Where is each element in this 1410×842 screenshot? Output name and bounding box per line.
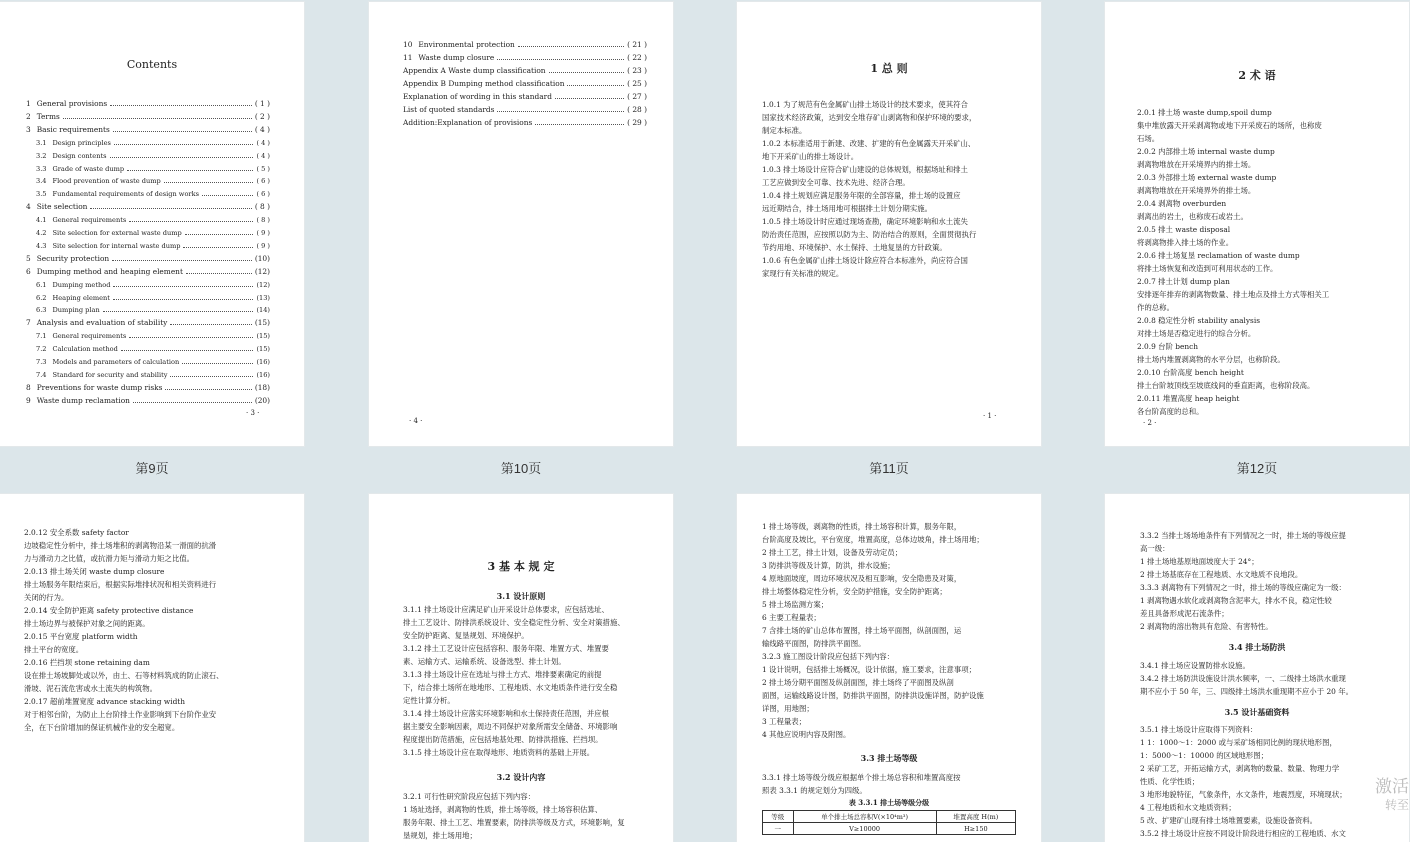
- toc-entry-number: 8: [26, 382, 31, 392]
- toc-entry-number: 9: [26, 395, 31, 405]
- text-line: 2.0.17 超前堆置宽度 advance stacking width: [24, 697, 186, 706]
- subsection-heading: 3.5 设计基础资料: [1224, 707, 1290, 717]
- toc-leader-dots: [185, 228, 254, 235]
- toc-entry[interactable]: [36, 357, 270, 367]
- toc-entry[interactable]: [36, 228, 270, 238]
- page-heading: 2 术 语: [1238, 69, 1276, 82]
- toc-entry-page: (12): [254, 266, 270, 276]
- toc-entry-page: ( 22 ): [627, 53, 647, 62]
- page-number: · 2 ·: [1143, 419, 1157, 427]
- text-line: 排土场边界与被保护对象之间的距离。: [24, 619, 150, 628]
- text-line: 家现行有关标准的规定。: [762, 269, 844, 278]
- toc-leader-dots: [535, 118, 624, 125]
- toc-entry-title: Site selection: [36, 202, 88, 212]
- toc-entry-page: (12): [256, 280, 270, 289]
- toc-entry-page: ( 6 ): [256, 190, 270, 199]
- toc-entry-title: Explanation of wording in this standard: [403, 92, 552, 101]
- table-header-row: [763, 811, 1016, 823]
- text-line: 制定本标准。: [762, 126, 807, 135]
- toc-entry-title: Design principles: [52, 138, 111, 147]
- text-line: 2 剥离物的溶出物具有危险、有害特性。: [1140, 622, 1273, 631]
- grade-table: [762, 810, 1016, 835]
- text-line: 滑坡、泥石流危害或水土流失的构筑物。: [24, 684, 158, 693]
- toc-entry[interactable]: [26, 99, 270, 109]
- toc-entry-number: 4.1: [36, 216, 47, 225]
- toc-entry-title: Security protection: [36, 253, 110, 263]
- text-line: 3.1.1 排土场设计应满足矿山开采设计总体要求，应包括选址、: [403, 605, 609, 614]
- page-label-10[interactable]: 第10页: [500, 461, 542, 476]
- page-heading: 1 总 则: [870, 62, 908, 75]
- toc-leader-dots: [518, 40, 624, 47]
- text-line: 工艺应做到安全可靠、技术先进、经济合理。: [762, 178, 910, 187]
- text-line: 高一级：: [1140, 544, 1170, 553]
- toc-entry-title: Dumping plan: [52, 306, 100, 315]
- text-line: 3.5.1 排土场设计应取得下列资料：: [1140, 725, 1258, 734]
- toc-entry-page: ( 8 ): [254, 202, 270, 212]
- toc-entry-title: Preventions for waste dump risks: [36, 382, 163, 392]
- toc-entry-page: ( 2 ): [254, 111, 270, 121]
- subsection-heading: 3.1 设计原则: [496, 591, 546, 601]
- page-thumbnail-15[interactable]: [737, 494, 1041, 842]
- text-line: 2.0.14 安全防护距离 safety protective distance: [24, 606, 194, 615]
- page-number: · 4 ·: [409, 417, 423, 425]
- toc-entry[interactable]: [403, 105, 647, 115]
- page-number: · 1 ·: [983, 412, 997, 420]
- text-line: 1 场址选择，剥离物的性质，排土场等级，排土场容积估算、: [403, 805, 603, 814]
- text-line: 将排土场恢复和改造到可利用状态的工作。: [1137, 264, 1278, 273]
- toc-entry-number: 6.3: [36, 306, 47, 315]
- toc-entry[interactable]: [26, 318, 270, 328]
- text-line: 2 采矿工艺，开拓运输方式，剥离物的数量、数量、物理力学: [1140, 764, 1340, 773]
- toc-entry-number: 6.1: [36, 280, 47, 289]
- text-line: 素、运输方式、运输系统、设备选型、排土计划。: [403, 657, 566, 666]
- text-line: 3.1.4 排土场设计应落实环境影响和水土保持责任范围，并应根: [403, 709, 609, 718]
- toc-entry-page: (20): [254, 395, 270, 405]
- toc-leader-dots: [164, 176, 254, 183]
- toc-leader-dots: [129, 215, 253, 222]
- toc-entry-number: 10: [403, 40, 413, 49]
- toc-entry-title: Analysis and evaluation of stability: [36, 318, 168, 328]
- text-line: 照表 3.3.1 的规定划分为四级。: [762, 786, 867, 795]
- activation-watermark-sub: 转至: [1384, 798, 1409, 812]
- toc-leader-dots: [121, 344, 254, 351]
- text-line: 2.0.10 台阶高度 bench height: [1137, 368, 1244, 377]
- text-line: 3.1.3 排土场设计应在选址与排土方式、堆排要素确定的前提: [403, 670, 602, 679]
- toc-entry-page: ( 4 ): [256, 151, 270, 160]
- text-line: 性质、化学性质；: [1140, 777, 1200, 786]
- toc-entry[interactable]: [36, 164, 270, 174]
- text-line: 安全防护距离、复垦规划、环境保护。: [403, 631, 529, 640]
- toc-entry[interactable]: [26, 125, 270, 135]
- toc-entry-title: Environmental protection: [418, 40, 515, 49]
- toc-entry-number: 3.3: [36, 164, 47, 173]
- toc-entry-title: Dumping method and heaping element: [36, 266, 183, 276]
- text-line: 据主要安全影响因素，周边不同保护对象所需安全储备、环境影响: [403, 722, 618, 731]
- page-label-12[interactable]: 第12页: [1236, 461, 1278, 476]
- text-line: 设在排土场坡脚处或以外，由土、石等材料筑成的防止滚石、: [24, 671, 224, 680]
- toc-entry[interactable]: [403, 53, 647, 63]
- activation-watermark: 激活: [1375, 777, 1409, 797]
- text-line: 2.0.4 剥离物 overburden: [1137, 199, 1227, 208]
- text-line: 1 排土场地基原地面坡度大于 24°；: [1140, 557, 1259, 566]
- table-cell: V≥10000: [793, 823, 936, 835]
- text-line: 2.0.6 排土场复垦 reclamation of waste dump: [1137, 251, 1300, 260]
- toc-entry[interactable]: [403, 79, 647, 89]
- text-line: 定性计算分析。: [403, 696, 455, 705]
- toc-entry-page: ( 5 ): [256, 164, 270, 173]
- toc-entry-page: (16): [256, 370, 270, 379]
- toc-entry-number: 1: [26, 99, 31, 108]
- toc-entry[interactable]: [26, 254, 270, 264]
- toc-entry-number: 2: [26, 111, 31, 121]
- toc-leader-dots: [113, 293, 254, 300]
- toc-entry-number: 4.3: [36, 241, 47, 250]
- page-number: · 3 ·: [246, 409, 260, 417]
- toc-leader-dots: [202, 189, 253, 196]
- text-line: 1.0.5 排土场设计时应通过现场查勘，确定环境影响和水土流失: [762, 217, 968, 226]
- text-line: 1.0.2 本标准适用于新建、改建、扩建的有色金属露天开采矿山、: [762, 139, 976, 148]
- text-line: 剥离物堆放在开采境界内的排土场。: [1137, 160, 1256, 169]
- toc-entry[interactable]: [36, 189, 270, 199]
- text-line: 排土工艺设计、防排洪系统设计、安全稳定性分析、安全对策措施、: [403, 618, 625, 627]
- toc-entry[interactable]: [36, 331, 270, 341]
- text-line: 垦规划，排土场用地；: [403, 831, 477, 840]
- toc-entry-page: ( 4 ): [256, 138, 270, 147]
- text-line: 2.0.3 外部排土场 external waste dump: [1137, 173, 1277, 182]
- toc-leader-dots: [90, 202, 251, 209]
- table-header-cell: 堆置高度 H(m): [936, 811, 1015, 823]
- toc-entry-number: 7.1: [36, 332, 47, 341]
- toc-entry-number: 7.2: [36, 345, 47, 354]
- toc-entry[interactable]: [26, 202, 270, 212]
- toc-entry-title: Design contents: [52, 151, 107, 160]
- toc-entry-title: Site selection for internal waste dump: [52, 241, 181, 250]
- toc-entry-page: ( 8 ): [256, 216, 270, 225]
- text-line: 地下开采矿山的排土场设计。: [762, 152, 859, 161]
- page-thumbnail-11[interactable]: [737, 2, 1041, 446]
- text-line: 排土场内堆置剥离物的水平分层，也称阶段。: [1137, 355, 1285, 364]
- toc-entry-number: 11: [403, 53, 413, 62]
- toc-leader-dots: [170, 318, 251, 325]
- text-line: 1 1：1000～1：2000 或与采矿场相同比例的现状地形图，: [1140, 738, 1337, 747]
- toc-entry[interactable]: [403, 92, 647, 102]
- toc-entry[interactable]: [36, 176, 270, 186]
- text-line: 3 工程量表；: [762, 717, 807, 726]
- toc-leader-dots: [133, 396, 252, 403]
- toc-entry[interactable]: [36, 305, 270, 315]
- toc-entry-title: Waste dump reclamation: [36, 395, 130, 405]
- toc-entry[interactable]: [36, 344, 270, 354]
- text-line: 1：5000～1：10000 的区域地形图；: [1140, 751, 1268, 760]
- text-line: 2.0.1 排土场 waste dump,spoil dump: [1137, 108, 1272, 117]
- text-line: 3.5.2 排土场设计应按不同设计阶段进行相应的工程地质、水文: [1140, 829, 1346, 838]
- toc-leader-dots: [110, 99, 252, 106]
- toc-entry-title: General requirements: [52, 332, 127, 341]
- toc-entry-title: Waste dump closure: [418, 53, 495, 62]
- toc-leader-dots: [113, 280, 253, 287]
- toc-leader-dots: [183, 241, 253, 248]
- text-line: 3.1.5 排土场设计应在取得地形、地质资料的基础上开展。: [403, 748, 595, 757]
- text-line: 将剥离物排入排土场的作业。: [1137, 238, 1234, 247]
- toc-entry[interactable]: [403, 118, 647, 128]
- toc-entry-page: (13): [256, 293, 270, 302]
- text-line: 3.4.1 排土场应设置防排水设施。: [1140, 661, 1250, 670]
- toc-leader-dots: [63, 112, 252, 119]
- text-line: 2.0.5 排土 waste disposal: [1137, 225, 1231, 234]
- text-line: 国家技术经济政策，达到安全堆存矿山剥离物和保护环境的要求，: [762, 113, 977, 122]
- text-line: 下，结合排土场所在地地形、工程地质、水文地质条件进行安全稳: [403, 683, 618, 692]
- toc-entry-page: ( 1 ): [254, 99, 270, 108]
- toc-entry-title: Addition:Explanation of provisions: [403, 118, 533, 127]
- text-line: 对于相邻台阶，为防止上台阶排土作业影响到下台阶作业安: [24, 710, 217, 719]
- toc-entry-page: ( 29 ): [627, 118, 647, 127]
- text-line: 1 剥离物遇水软化或剥离物含泥率大，排水不良，稳定性较: [1140, 596, 1332, 605]
- toc-entry-title: Heaping element: [52, 293, 110, 302]
- toc-entry-title: Grade of waste dump: [52, 164, 125, 173]
- text-line: 输线路平面图，防排洪平面图。: [762, 639, 866, 648]
- page-thumbnail-14[interactable]: [369, 494, 673, 842]
- toc-entry-page: (15): [254, 318, 270, 328]
- toc-entry-title: General provisions: [36, 99, 108, 108]
- text-line: 2.0.2 内部排土场 internal waste dump: [1137, 147, 1275, 156]
- text-line: 3.2.3 施工图设计阶段应包括下列内容：: [762, 652, 895, 661]
- toc-entry-number: 6.2: [36, 293, 47, 302]
- text-line: 程度提出防范措施，应包括地基处理、防排洪措施、拦挡坝。: [403, 735, 603, 744]
- text-line: 关闭的行为。: [24, 593, 69, 602]
- text-line: 1 设计说明，包括排土场概况，设计依据，施工要求，注意事项；: [762, 665, 976, 674]
- toc-entry[interactable]: [36, 370, 270, 380]
- text-line: 详图，用地图；: [762, 704, 814, 713]
- toc-leader-dots: [186, 267, 252, 274]
- toc-entry-page: ( 21 ): [627, 40, 647, 49]
- toc-entry-number: 5: [26, 253, 31, 263]
- text-line: 3 防排洪等级及计算，防洪，排水设施；: [762, 561, 895, 570]
- text-line: 防治责任范围，应按照以防为主、防治结合的原则，全面贯彻执行: [762, 230, 977, 239]
- table-caption: 表 3.3.1 排土场等级分级: [848, 798, 930, 807]
- toc-entry-number: 3.5: [36, 190, 47, 199]
- toc-entry[interactable]: [26, 112, 270, 122]
- toc-leader-dots: [127, 164, 253, 171]
- toc-entry-page: ( 25 ): [627, 79, 647, 88]
- subsection-heading: 3.2 设计内容: [496, 772, 546, 782]
- toc-entry[interactable]: [36, 241, 270, 251]
- text-line: 3.2.1 可行性研究阶段应包括下列内容：: [403, 792, 536, 801]
- toc-leader-dots: [110, 151, 254, 158]
- section-heading: 3 基 本 规 定: [487, 560, 555, 573]
- toc-entry-page: (15): [256, 332, 270, 341]
- toc-entry-title: Appendix A Waste dump classification: [403, 66, 546, 75]
- page-thumbnail-12[interactable]: [1105, 2, 1409, 446]
- text-line: 3.4.2 排土场防洪设施设计洪水频率，一、二级排土场洪水重现: [1140, 674, 1346, 683]
- text-line: 1 排土场等级，剥离物的性质，排土场容积计算，服务年限，: [762, 522, 962, 531]
- toc-entry-page: ( 9 ): [256, 229, 270, 237]
- toc-entry-number: 4: [26, 202, 31, 212]
- table-cell: H≥150: [936, 823, 1015, 835]
- text-line: 边坡稳定性分析中，排土场堆积的剥离物沿某一滑面的抗滑: [24, 541, 217, 550]
- toc-leader-dots: [112, 254, 252, 261]
- text-line: 2.0.8 稳定性分析 stability analysis: [1137, 316, 1261, 325]
- toc-entry[interactable]: [26, 396, 270, 406]
- toc-entry-page: (18): [254, 382, 270, 392]
- toc-entry[interactable]: [36, 138, 270, 148]
- text-line: 集中堆放露天开采剥离物或地下开采废石的场所，也称废: [1137, 121, 1322, 130]
- toc-entry-number: 3: [26, 124, 31, 134]
- text-line: 4 工程地质和水文地质资料；: [1140, 803, 1236, 812]
- toc-entry-title: Terms: [36, 111, 60, 121]
- text-line: 剥离物堆放在开采境界外的排土场。: [1137, 186, 1256, 195]
- toc-entry-title: General requirements: [52, 216, 127, 225]
- toc-entry-page: ( 23 ): [627, 66, 647, 75]
- toc-entry[interactable]: [36, 151, 270, 161]
- text-line: 期不应小于 50 年，三、四级排土场洪水重现期不应小于 20 年。: [1140, 687, 1353, 696]
- text-line: 作的总称。: [1137, 303, 1174, 312]
- text-line: 3.1.2 排土工艺设计应包括容积、服务年限、堆置方式、堆置要: [403, 644, 609, 653]
- text-line: 安排逐年排弃的剥离物数量、排土地点及排土方式等相关工: [1137, 290, 1330, 299]
- toc-leader-dots: [549, 66, 625, 73]
- toc-entry-page: (16): [256, 358, 270, 366]
- page-thumbnail-13[interactable]: [0, 494, 304, 842]
- text-line: 远近期结合，排土场用地可根据排土计划分期实施。: [762, 204, 932, 213]
- toc-leader-dots: [497, 105, 624, 112]
- toc-entry-page: (14): [256, 306, 270, 315]
- toc-entry-page: ( 6 ): [256, 177, 270, 186]
- text-line: 1.0.4 排土规划应满足服务年限的全部容量，排土场的设置应: [762, 191, 961, 200]
- page-heading: Contents: [126, 58, 178, 71]
- toc-entry[interactable]: [26, 267, 270, 277]
- text-line: 排土平台的宽度。: [24, 645, 84, 654]
- text-line: 2.0.13 排土场关闭 waste dump closure: [24, 567, 165, 576]
- table-header-cell: 等级: [763, 811, 794, 823]
- toc-entry[interactable]: [36, 293, 270, 303]
- text-line: 2.0.12 安全系数 safety factor: [24, 528, 129, 537]
- toc-entry-number: 7: [26, 318, 31, 328]
- toc-entry-page: (15): [256, 345, 270, 354]
- toc-leader-dots: [113, 125, 252, 132]
- toc-entry-number: 4.2: [36, 229, 47, 237]
- toc-entry-title: Fundamental requirements of design works: [52, 190, 199, 199]
- toc-entry-page: (10): [254, 253, 270, 263]
- text-line: 1.0.1 为了规范有色金属矿山排土场设计的技术要求，使其符合: [762, 100, 968, 109]
- toc-entry-number: 7.4: [36, 370, 47, 379]
- text-line: 2.0.7 排土计划 dump plan: [1137, 277, 1230, 286]
- toc-entry-number: 7.3: [36, 358, 47, 366]
- text-line: 各台阶高度的总和。: [1137, 407, 1204, 416]
- toc-leader-dots: [129, 331, 253, 338]
- subsection-heading: 3.4 排土场防洪: [1228, 642, 1286, 652]
- text-line: 石场。: [1137, 134, 1160, 143]
- toc-entry[interactable]: [403, 40, 647, 50]
- toc-entry-number: 6: [26, 266, 31, 276]
- text-line: 2 排土场分期平面图及纵剖面图，排土场终了平面图及纵剖: [762, 678, 954, 687]
- toc-entry-title: Calculation method: [52, 345, 118, 354]
- text-line: 对排土场是否稳定进行的综合分析。: [1137, 329, 1256, 338]
- toc-entry-number: 3.4: [36, 177, 47, 186]
- text-line: 力与滑动力之比值，或抗滑力矩与滑动力矩之比值。: [24, 554, 194, 563]
- toc-leader-dots: [114, 138, 254, 145]
- text-line: 1.0.6 有色金属矿山排土场设计除应符合本标准外，尚应符合国: [762, 256, 968, 265]
- toc-entry-title: Basic requirements: [36, 124, 110, 134]
- text-line: 2 排土工艺，排土计划，设备及劳动定员；: [762, 548, 903, 557]
- toc-entry[interactable]: [36, 280, 270, 290]
- toc-entry-page: ( 27 ): [627, 92, 647, 101]
- toc-entry-title: List of quoted standards: [403, 105, 495, 114]
- toc-entry-page: ( 28 ): [627, 105, 647, 114]
- text-line: 3.3.3 剥离物有下列情况之一时，排土场的等级应确定为一级：: [1140, 583, 1346, 592]
- text-line: 4 原地面坡度，周边环境状况及相互影响，安全隐患及对策，: [762, 574, 962, 583]
- text-line: 剥离出的岩土，也称废石或岩土。: [1137, 212, 1248, 221]
- text-line: 2.0.9 台阶 bench: [1137, 342, 1199, 351]
- toc-leader-dots: [170, 370, 253, 377]
- table-cell: 一: [763, 823, 794, 835]
- text-line: 3 地形地貌特征，气象条件，水文条件，地震烈度，环境现状；: [1140, 790, 1347, 799]
- text-line: 排土场服务年限结束后，根据实际堆排状况和相关资料进行: [24, 580, 217, 589]
- text-line: 排土场整体稳定性分析，安全防护措施，安全防护距离；: [762, 587, 947, 596]
- toc-leader-dots: [567, 79, 624, 86]
- text-line: 2.0.16 拦挡坝 stone retaining dam: [24, 658, 150, 667]
- toc-leader-dots: [165, 383, 251, 390]
- text-line: 全，在下台阶增加的保证机械作业的安全超宽。: [24, 723, 180, 732]
- toc-entry-title: Standard for security and stability: [52, 370, 168, 379]
- text-line: 节约用地、环境保护、水土保持、土地复垦的方针政策。: [762, 243, 947, 252]
- text-line: 7 含排土场的矿山总体布置图，排土场平面图，纵剖面图，运: [762, 626, 962, 635]
- text-line: 差且具备形成泥石流条件；: [1140, 609, 1229, 618]
- toc-entry-title: Appendix B Dumping method classification: [403, 79, 565, 88]
- text-line: 面图，运输线路设计图，防排洪平面图，防排洪设施详图，防护设施: [762, 691, 984, 700]
- toc-entry[interactable]: [26, 383, 270, 393]
- text-line: 台阶高度及坡比，平台宽度，堆置高度，总体边坡角，排土场用地；: [762, 535, 984, 544]
- page-label-9[interactable]: 第9页: [135, 461, 169, 476]
- text-line: 服务年限、排土工艺、堆置要素，防排洪等级及方式，环境影响，复: [403, 818, 625, 827]
- toc-entry-number: 3.2: [36, 151, 47, 160]
- text-line: 5 排土场监测方案；: [762, 600, 829, 609]
- toc-leader-dots: [555, 92, 624, 99]
- text-line: 排土台阶坡顶线至坡底线间的垂直距离，也称阶段高。: [1137, 381, 1315, 390]
- toc-entry-title: Site selection for external waste dump: [52, 229, 182, 237]
- toc-leader-dots: [103, 305, 254, 312]
- text-line: 2.0.15 平台宽度 platform width: [24, 632, 138, 641]
- toc-leader-dots: [182, 357, 253, 364]
- page-thumbnail-16[interactable]: [1105, 494, 1409, 842]
- toc-entry-title: Models and parameters of calculation: [52, 358, 180, 366]
- page-thumbnail-9[interactable]: [0, 2, 304, 446]
- text-line: 3.3.1 排土场等级分级应根据单个排土场总容积和堆置高度按: [762, 773, 961, 782]
- text-line: 5 改、扩建矿山现有排土场堆置要素，设施设备资料。: [1140, 816, 1318, 825]
- toc-entry-page: ( 9 ): [256, 241, 270, 250]
- toc-entry[interactable]: [403, 66, 647, 76]
- text-line: 2.0.11 堆置高度 heap height: [1137, 394, 1240, 403]
- text-line: 4 其他应说明内容及附图。: [762, 730, 851, 739]
- text-line: 6 主要工程量表；: [762, 613, 821, 622]
- text-line: 3.3.2 当排土场场地条件有下列情况之一时，排土场的等级应提: [1140, 531, 1346, 540]
- text-line: 2 排土场基底存在工程地质、水文地质不良地段。: [1140, 570, 1303, 579]
- toc-leader-dots: [497, 53, 624, 60]
- page-thumbnail-10[interactable]: [369, 2, 673, 446]
- toc-entry[interactable]: [36, 215, 270, 225]
- subsection-heading: 3.3 排土场等级: [860, 753, 918, 763]
- text-line: 1.0.3 排土场设计应符合矿山建设的总体规划，根据场址和排土: [762, 165, 968, 174]
- toc-entry-page: ( 4 ): [254, 124, 270, 134]
- toc-entry-number: 3.1: [36, 138, 47, 147]
- toc-entry-title: Flood prevention of waste dump: [52, 177, 161, 186]
- table-row: [763, 823, 1016, 835]
- table-header-cell: 单个排土场总容积V(×10⁴m³): [793, 811, 936, 823]
- page-label-11[interactable]: 第11页: [869, 461, 909, 476]
- toc-entry-title: Dumping method: [52, 280, 111, 289]
